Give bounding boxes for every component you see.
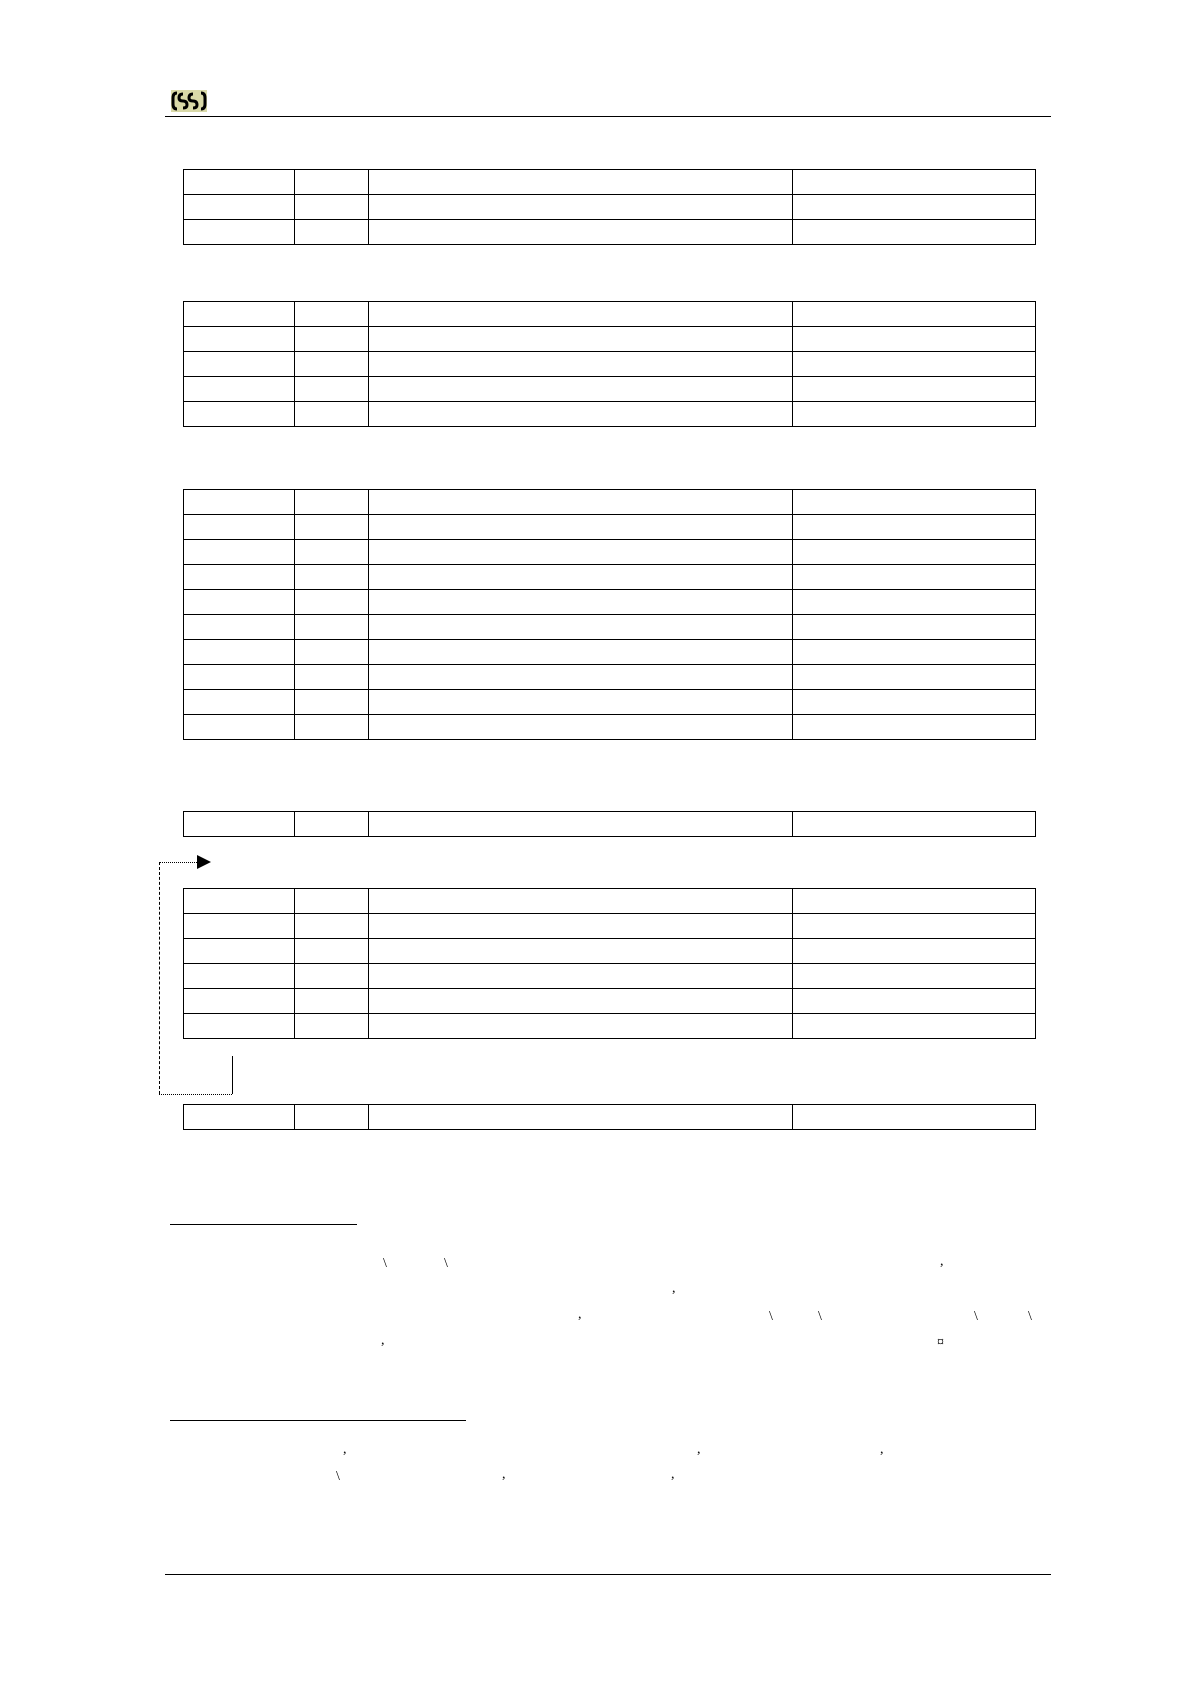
table-cell xyxy=(793,302,1036,327)
table-cell xyxy=(793,715,1036,740)
table-row xyxy=(184,690,1036,715)
table-row xyxy=(184,1014,1036,1039)
loop-connector-up xyxy=(232,1056,233,1094)
table-cell xyxy=(184,327,295,352)
table-cell xyxy=(295,170,369,195)
table-cell xyxy=(369,515,793,540)
table-cell xyxy=(184,220,295,245)
data-table-4 xyxy=(183,811,1036,837)
text-mark: , xyxy=(940,1254,944,1269)
table-cell xyxy=(184,690,295,715)
table-cell xyxy=(295,220,369,245)
table-row xyxy=(184,565,1036,590)
loop-connector-bottom xyxy=(159,1094,232,1095)
text-mark: , xyxy=(343,1442,347,1457)
table-cell xyxy=(793,690,1036,715)
text-mark: \ xyxy=(1028,1309,1032,1324)
table-cell xyxy=(295,490,369,515)
table-cell xyxy=(184,640,295,665)
table-cell xyxy=(184,939,295,964)
table-cell xyxy=(184,615,295,640)
table-cell xyxy=(295,914,369,939)
loop-connector-top xyxy=(159,862,197,863)
table-cell xyxy=(295,1105,369,1130)
table-cell xyxy=(184,889,295,914)
table-row xyxy=(184,914,1036,939)
table-cell xyxy=(793,812,1036,837)
table-cell xyxy=(793,490,1036,515)
table-cell xyxy=(295,352,369,377)
table-cell xyxy=(295,812,369,837)
table-cell xyxy=(369,640,793,665)
table-cell xyxy=(184,914,295,939)
footer-rule xyxy=(165,1574,1051,1575)
table-cell xyxy=(184,665,295,690)
text-mark: , xyxy=(671,1467,675,1482)
table-cell xyxy=(184,715,295,740)
table-cell xyxy=(184,540,295,565)
text-mark: \ xyxy=(818,1309,822,1324)
table-cell xyxy=(295,515,369,540)
table-cell xyxy=(369,352,793,377)
table-row xyxy=(184,964,1036,989)
table-cell xyxy=(369,565,793,590)
table-cell xyxy=(369,615,793,640)
table-cell xyxy=(793,889,1036,914)
table-cell xyxy=(295,195,369,220)
table-body xyxy=(184,1105,1036,1130)
table-cell xyxy=(184,1014,295,1039)
table-cell xyxy=(184,565,295,590)
data-table-1 xyxy=(183,169,1036,245)
table-cell xyxy=(295,615,369,640)
table-cell xyxy=(793,1105,1036,1130)
table-cell xyxy=(295,540,369,565)
table-cell xyxy=(369,889,793,914)
table-cell xyxy=(793,327,1036,352)
table-row xyxy=(184,715,1036,740)
table-cell xyxy=(793,540,1036,565)
table-cell xyxy=(184,515,295,540)
table-cell xyxy=(369,812,793,837)
table-cell xyxy=(295,690,369,715)
table-row xyxy=(184,490,1036,515)
table-row xyxy=(184,590,1036,615)
table-cell xyxy=(369,715,793,740)
table-row xyxy=(184,640,1036,665)
table-cell xyxy=(295,590,369,615)
text-mark: , xyxy=(502,1467,506,1482)
table-cell xyxy=(184,170,295,195)
table-cell xyxy=(295,665,369,690)
table-cell xyxy=(369,490,793,515)
table-cell xyxy=(793,170,1036,195)
text-mark: , xyxy=(578,1307,582,1322)
table-cell xyxy=(369,377,793,402)
table-cell xyxy=(793,590,1036,615)
text-mark: \ xyxy=(974,1309,978,1324)
table-cell xyxy=(295,327,369,352)
table-cell xyxy=(295,302,369,327)
table-cell xyxy=(793,515,1036,540)
table-row xyxy=(184,170,1036,195)
table-cell xyxy=(369,302,793,327)
table-cell xyxy=(369,327,793,352)
section-heading-underline xyxy=(170,1224,357,1225)
text-mark: , xyxy=(381,1333,385,1348)
table-cell xyxy=(369,402,793,427)
table-cell xyxy=(369,665,793,690)
data-table-6 xyxy=(183,1104,1036,1130)
table-row xyxy=(184,889,1036,914)
table-cell xyxy=(793,352,1036,377)
table-cell xyxy=(369,1014,793,1039)
table-body xyxy=(184,812,1036,837)
table-cell xyxy=(295,964,369,989)
table-cell xyxy=(295,1014,369,1039)
table-body xyxy=(184,490,1036,740)
table-cell xyxy=(369,590,793,615)
table-cell xyxy=(295,402,369,427)
table-cell xyxy=(295,640,369,665)
loop-arrow-icon xyxy=(197,855,211,869)
table-body xyxy=(184,302,1036,427)
text-mark: \ xyxy=(383,1256,387,1271)
table-cell xyxy=(184,402,295,427)
table-cell xyxy=(295,565,369,590)
table-cell xyxy=(793,195,1036,220)
table-cell xyxy=(369,195,793,220)
table-cell xyxy=(369,220,793,245)
table-cell xyxy=(184,377,295,402)
table-cell xyxy=(295,715,369,740)
data-table-5 xyxy=(183,888,1036,1039)
table-cell xyxy=(369,989,793,1014)
table-cell xyxy=(793,1014,1036,1039)
table-row xyxy=(184,195,1036,220)
table-cell xyxy=(793,640,1036,665)
table-cell xyxy=(184,490,295,515)
table-cell xyxy=(793,914,1036,939)
table-cell xyxy=(369,964,793,989)
table-cell xyxy=(369,170,793,195)
table-cell xyxy=(295,377,369,402)
table-cell xyxy=(793,377,1036,402)
table-cell xyxy=(793,665,1036,690)
text-mark: \ xyxy=(769,1309,773,1324)
text-mark: , xyxy=(672,1281,676,1296)
table-cell xyxy=(793,989,1036,1014)
table-cell xyxy=(793,402,1036,427)
table-cell xyxy=(369,690,793,715)
table-cell xyxy=(184,812,295,837)
section-heading-underline xyxy=(170,1420,466,1421)
header-rule xyxy=(165,116,1051,117)
table-row xyxy=(184,939,1036,964)
table-cell xyxy=(793,565,1036,590)
table-cell xyxy=(295,889,369,914)
table-row xyxy=(184,377,1036,402)
table-cell xyxy=(793,939,1036,964)
company-logo-icon xyxy=(171,90,207,112)
table-row xyxy=(184,402,1036,427)
data-table-2 xyxy=(183,301,1036,427)
table-row xyxy=(184,352,1036,377)
table-cell xyxy=(295,989,369,1014)
data-table-3 xyxy=(183,489,1036,740)
table-row xyxy=(184,812,1036,837)
table-row xyxy=(184,615,1036,640)
table-cell xyxy=(184,989,295,1014)
table-body xyxy=(184,170,1036,245)
table-cell xyxy=(184,1105,295,1130)
table-row xyxy=(184,1105,1036,1130)
table-row xyxy=(184,515,1036,540)
table-row xyxy=(184,220,1036,245)
table-row xyxy=(184,327,1036,352)
text-mark: \ xyxy=(444,1256,448,1271)
table-cell xyxy=(793,220,1036,245)
table-cell xyxy=(793,615,1036,640)
table-cell xyxy=(184,352,295,377)
table-row xyxy=(184,540,1036,565)
table-row xyxy=(184,302,1036,327)
table-cell xyxy=(369,1105,793,1130)
table-cell xyxy=(369,914,793,939)
text-mark: ¤ xyxy=(937,1335,944,1350)
table-cell xyxy=(184,302,295,327)
table-cell xyxy=(184,590,295,615)
table-cell xyxy=(295,939,369,964)
table-cell xyxy=(184,195,295,220)
table-body xyxy=(184,889,1036,1039)
table-cell xyxy=(184,964,295,989)
text-mark: , xyxy=(697,1442,701,1457)
text-mark: \ xyxy=(336,1469,340,1484)
table-row xyxy=(184,665,1036,690)
table-cell xyxy=(369,540,793,565)
table-row xyxy=(184,989,1036,1014)
loop-connector-left xyxy=(159,862,160,1094)
text-mark: , xyxy=(880,1442,884,1457)
table-cell xyxy=(369,939,793,964)
table-cell xyxy=(793,964,1036,989)
